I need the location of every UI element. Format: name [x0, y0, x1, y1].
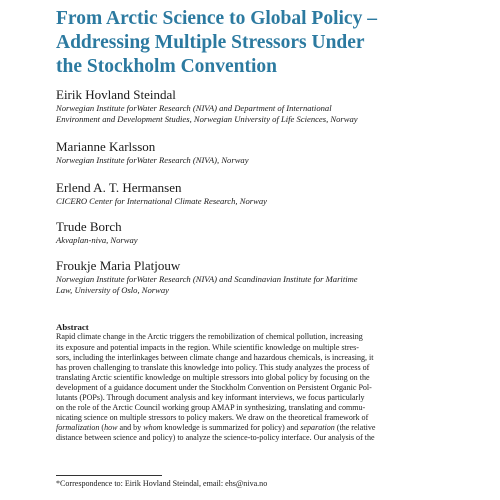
author-name: Froukje Maria Platjouw [56, 258, 181, 273]
abstract-line: Rapid climate change in the Arctic triggers the remobilization of chemical pollution, increasing [56, 332, 363, 342]
affiliation-line: Law, University of Oslo, Norway [56, 284, 169, 295]
abstract-line [56, 423, 448, 433]
author-affiliation [56, 235, 476, 246]
affiliation-line: CICERO Center for International Climate Research, Norway [56, 196, 267, 206]
affiliation-line: Norwegian Institute forWater Research (NIVA) and Department of International [56, 103, 332, 113]
author-affiliation [56, 155, 476, 166]
author-name: Eirik Hovland Steindal [56, 87, 176, 102]
affiliation-line: Environment and Development Studies, Norwegian University of Life Sciences, Norway [56, 113, 358, 124]
italic-term: separation [300, 423, 335, 433]
paper-title [56, 7, 476, 79]
abstract-line: its exposure and potential impacts in the region. While scientific knowledge on multiple stres- [56, 342, 359, 352]
title-line: From Arctic Science to Global Policy – [56, 8, 377, 29]
abstract [56, 323, 448, 443]
author-affiliation [56, 196, 476, 207]
abstract-line: distance between science and policy) to analyze the science-to-policy interface. Our analysis of the [56, 433, 375, 443]
italic-term: how [104, 423, 118, 433]
title-line: Addressing Multiple Stressors Under [56, 32, 365, 53]
author-entry [56, 258, 476, 295]
author-affiliation [56, 274, 476, 295]
abstract-heading: Abstract [56, 322, 89, 332]
correspondence-footnote: *Correspondence to: Eirik Hovland Steindal, email: ehs@niva.no [56, 479, 268, 488]
italic-term: formalization [56, 423, 100, 433]
author-affiliation [56, 103, 476, 124]
text-run: (the relative [334, 423, 376, 433]
author-name: Trude Borch [56, 219, 122, 234]
author-name: Erlend A. T. Hermansen [56, 180, 182, 195]
abstract-line: translating Arctic scientific knowledge on multiple stressors into global policy by focusing on the [56, 372, 370, 382]
affiliation-line: Norwegian Institute forWater Research (NIVA) and Scandinavian Institute for Maritime [56, 274, 358, 284]
abstract-line: lutants (POPs). Through document analysis and key informant interviews, we focus particularly [56, 392, 365, 402]
abstract-line: sors, including the interlinkages between climate change and hazardous chemicals, is increasing, it [56, 352, 374, 362]
abstract-line: nicating science on multiple stressors to policy makers. We draw on the theoretical framework of [56, 413, 369, 423]
text-run: and by [117, 423, 144, 433]
author-entry [56, 219, 476, 246]
affiliation-line: Norwegian Institute forWater Research (NIVA), Norway [56, 155, 249, 165]
footnote-divider [56, 475, 162, 476]
italic-term: whom [143, 423, 163, 433]
title-line: the Stockholm Convention [56, 56, 278, 77]
author-entry [56, 180, 476, 207]
author-name: Marianne Karlsson [56, 139, 156, 154]
abstract-line: has proven challenging to translate this knowledge into policy. This study analyzes the process of [56, 362, 370, 372]
text-run: ( [99, 423, 105, 433]
author-entry [56, 87, 476, 124]
text-run: knowledge is summarized for policy) and [162, 423, 301, 433]
abstract-line: development of a guidance document under the Stockholm Convention on Persistent Organic Pol- [56, 382, 372, 392]
author-entry [56, 139, 476, 166]
affiliation-line: Akvaplan-niva, Norway [56, 235, 138, 245]
abstract-line: on the role of the Arctic Council working group AMAP in synthesizing, translating and commu- [56, 403, 366, 413]
